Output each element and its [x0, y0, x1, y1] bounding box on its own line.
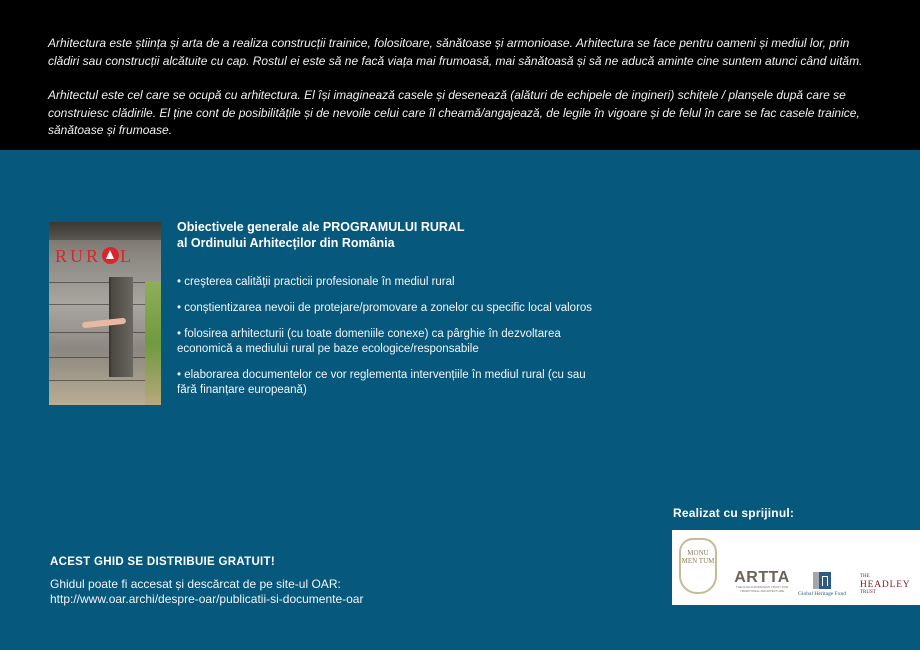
intro-paragraph-2: Arhitectul este cel care se ocupă cu arhitectura. El își imaginează casele și desenează (alături de echipele de ingineri) schițele / planșele după care se construiesc clădirile. El ține cont de posibilitățile și de nevoile celui care îl cheamă/angajează, de legile în vigoare și de felul în care se fac casele trainice, sănătoase și frumoase.: [48, 88, 860, 137]
door-shape: [109, 277, 133, 377]
headley-name: HEADLEY: [860, 580, 911, 590]
list-item: • elaborarea documentelor ce vor reglementa intervențiile în mediul rural (cu sau fără finanțare europeană): [177, 369, 586, 396]
monumentum-text: MONU MEN TUM: [681, 549, 715, 565]
intro-text: [48, 35, 878, 157]
roof-shape: [49, 222, 161, 240]
cover-title-right: L: [120, 246, 135, 266]
global-heritage-fund-logo: [797, 572, 847, 597]
objectives-list: [177, 275, 597, 398]
artta-name: ARTTA: [734, 569, 790, 586]
grass-shape: [145, 282, 161, 405]
cover-title: [55, 246, 159, 267]
sponsors-panel: [672, 530, 920, 605]
rural-a-logo-icon: [102, 247, 119, 264]
cover-title-left: RUR: [55, 246, 102, 266]
intro-paragraph-1: Arhitectura este știința și arta de a realiza construcții trainice, folositoare, sănătoase și armonioase. Arhitectura se face pentru oameni și mediul lor, prin clădiri sau construcții alcătuite cu cap. Rostul ei este să ne facă viața mai frumoasă, mai sănătoasă și să ne aducă aminte cine suntem atunci când uităm.: [48, 36, 863, 68]
list-item: • folosirea arhitecturii (cu toate domeniile conexe) ca pârghie în dezvoltarea economică a mediului rural pe baze ecologice/responsabile: [177, 328, 561, 355]
objectives-title-line1: Obiectivele generale ale PROGRAMULUI RURAL: [177, 220, 465, 234]
list-item: • conștientizarea nevoii de protejare/promovare a zonelor cu specific local valoros: [177, 302, 593, 314]
objectives-section: [177, 219, 597, 409]
support-label: Realizat cu sprijinul:: [673, 506, 795, 520]
list-item: • creşterea calităţii practicii profesionale în mediul rural: [177, 276, 455, 288]
monumentum-logo-icon: [679, 538, 717, 594]
download-info: Ghidul poate fi accesat și descărcat de pe site-ul OAR:: [50, 577, 341, 591]
free-distribution-text: [50, 577, 363, 607]
ghf-name: Global Heritage Fund: [798, 591, 846, 597]
objectives-title-line2: al Ordinului Arhitecților din România: [177, 236, 395, 250]
artta-logo: [732, 570, 792, 593]
headley-trust: TRUST: [860, 590, 876, 595]
rural-cover-image: [49, 222, 161, 405]
free-distribution-title: ACEST GHID SE DISTRIBUIE GRATUIT!: [50, 556, 275, 568]
headley-the: THE: [860, 574, 870, 579]
oar-publications-link[interactable]: http://www.oar.archi/despre-oar/publicatii-si-documente-oar: [50, 592, 364, 606]
headley-trust-logo: [860, 574, 916, 596]
objectives-title: [177, 219, 597, 251]
ghf-mark-icon: [813, 572, 831, 589]
artta-subtitle: THE ANGLO-ROMANIAN TRUST FOR TRADITIONAL ARCHITECTURE: [735, 585, 789, 593]
